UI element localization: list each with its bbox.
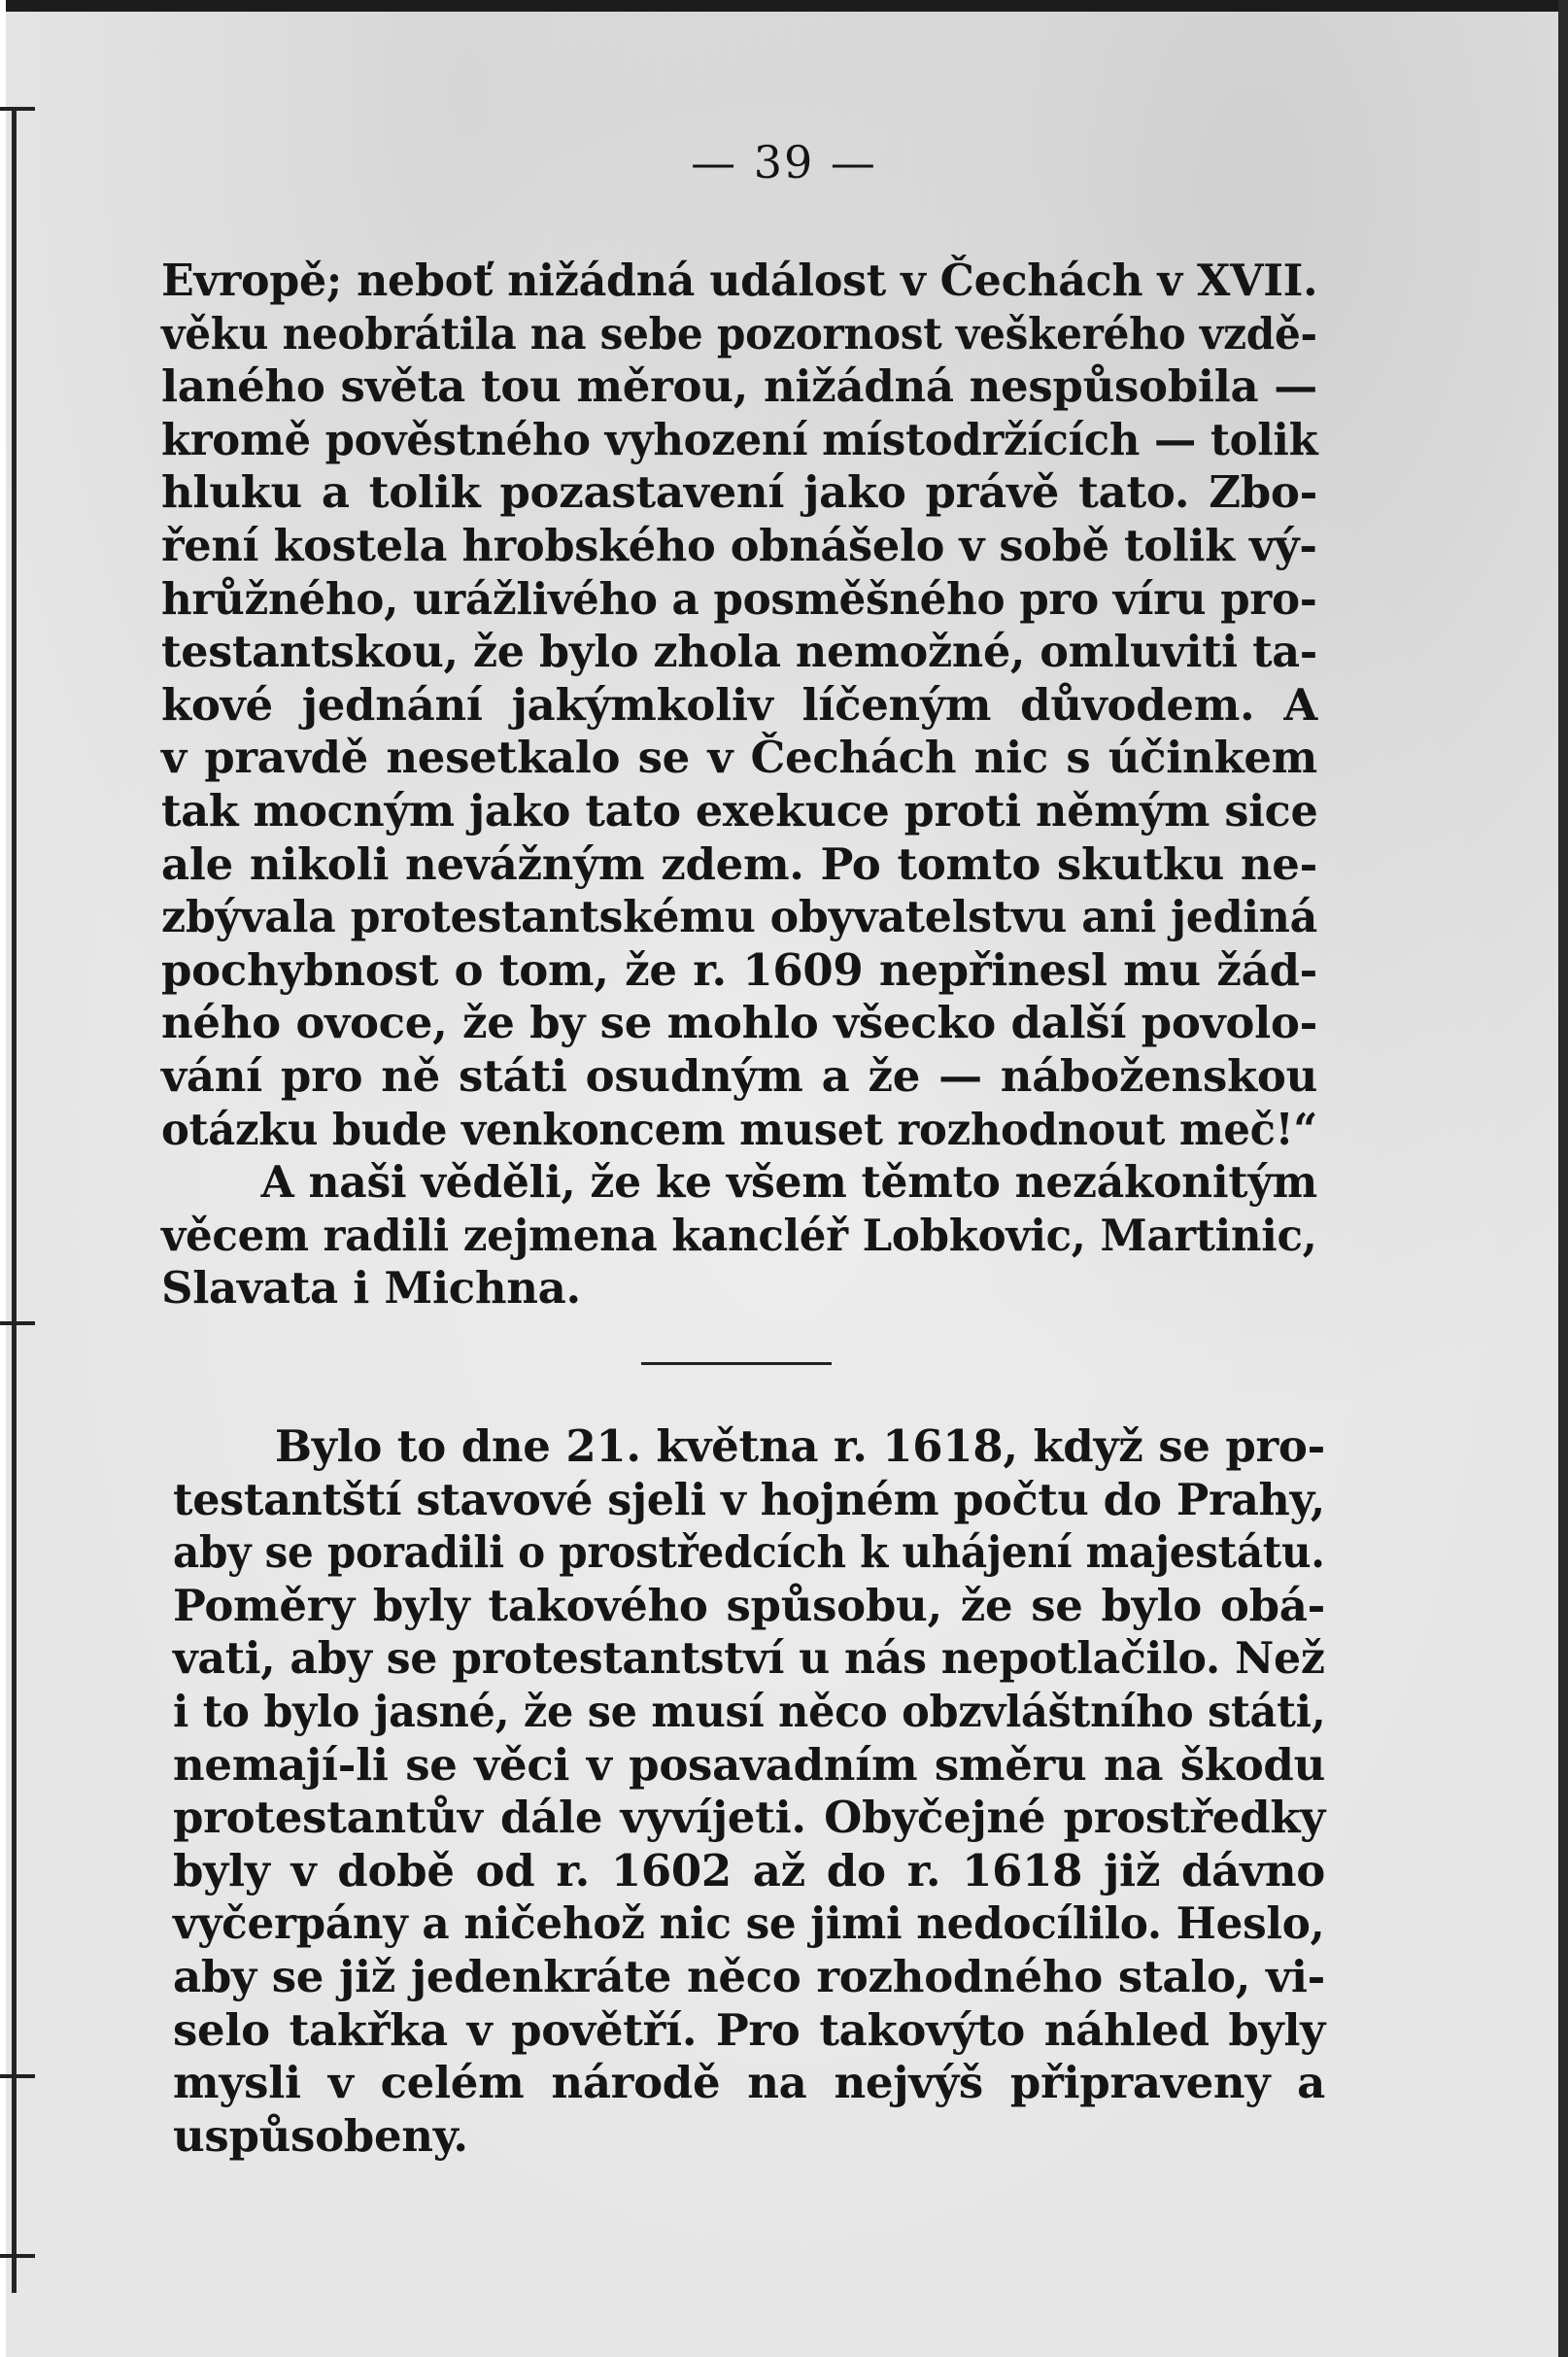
text-line: i to bylo jasné, že se musí něco obzvláštního státi,	[173, 1685, 1326, 1737]
binding-mark	[0, 2074, 35, 2078]
text-line: testantští stavové sjeli v hojném počtu do Prahy,	[173, 1473, 1325, 1525]
text-line: pochybnost o tom, že r. 1609 nepřinesl mu žád-	[161, 943, 1317, 996]
text-line: ření kostela hrobského obnášelo v sobě tolik vý-	[161, 519, 1317, 571]
text-line: tak mocným jako tato exekuce proti němým sice	[161, 784, 1318, 837]
text-line: hluku a tolik pozastavení jako právě tato. Zbo-	[161, 466, 1317, 519]
text-line: aby se poradili o prostředcích k uhájení majestátu.	[173, 1526, 1325, 1579]
page-number: — 39 —	[691, 136, 877, 188]
text-line: Bylo to dne 21. května r. 1618, když se pro-	[275, 1420, 1325, 1472]
text-line: ale nikoli nevážným zdem. Po tomto skutku ne-	[161, 837, 1317, 890]
scan-top-edge	[0, 0, 1568, 12]
text-line: aby se již jedenkráte něco rozhodného stalo, vi-	[173, 1950, 1325, 2002]
text-line: selo takřka v povětří. Pro takovýto náhled byly	[173, 2003, 1325, 2056]
text-line: Evropě; neboť nižádná událost v Čechách v XVII.	[161, 255, 1318, 306]
text-line: v pravdě nesetkalo se v Čechách nic s účinkem	[161, 732, 1317, 784]
binding-shadow	[12, 107, 17, 2293]
section-divider	[641, 1362, 832, 1365]
text-line: zbývala protestantskému obyvatelstvu ani jediná	[161, 891, 1317, 943]
paragraph-2	[173, 1420, 1325, 2163]
text-line: otázku bude venkoncem muset rozhodnout meč!“	[161, 1103, 1317, 1155]
text-line: vati, aby se protestantství u nás nepotlačilo. Než	[173, 1632, 1325, 1685]
text-line: mysli v celém národě na nejvýš připraveny a	[173, 2057, 1325, 2109]
text-line: kové jednání jakýmkoliv líčeným důvodem. A	[161, 678, 1317, 731]
text-line: A naši věděli, že ke všem těmto nezákonitým	[260, 1156, 1317, 1209]
text-line: laného světa tou měrou, nižádná nespůsobila —	[161, 360, 1317, 413]
text-line: věku neobrátila na sebe pozornost veškerého vzdě-	[161, 307, 1317, 359]
text-line: nemají-li se věci v posavadním směru na škodu	[173, 1738, 1325, 1791]
text-line: kromě pověstného vyhození místodržících — tolik	[161, 413, 1318, 465]
text-line: Slavata i Michna.	[161, 1262, 581, 1315]
text-line: věcem radili zejmena kancléř Lobkovic, Martinic,	[161, 1209, 1317, 1261]
scan-right-edge	[1558, 0, 1568, 2357]
text-line: vyčerpány a ničehož nic se jimi nedocílilo. Heslo,	[173, 1897, 1325, 1950]
text-line: uspůsobeny.	[173, 2109, 468, 2162]
text-line: protestantův dále vyvíjeti. Obyčejné prostředky	[173, 1792, 1325, 1844]
paragraph-1	[161, 255, 1317, 1315]
text-line: vání pro ně státi osudným a že — náboženskou	[161, 1049, 1317, 1102]
text-line: byly v době od r. 1602 až do r. 1618 již dávno	[173, 1844, 1325, 1896]
text-line: hrůžného, urážlivého a posměšného pro víru pro-	[161, 572, 1317, 625]
text-line: ného ovoce, že by se mohlo všecko další povolo-	[161, 997, 1317, 1049]
binding-mark	[0, 107, 35, 111]
text-line: Poměry byly takového spůsobu, že se bylo obá-	[173, 1579, 1325, 1631]
binding-mark	[0, 2254, 35, 2258]
scan-left-edge	[0, 0, 6, 2357]
text-line: testantskou, že bylo zhola nemožné, omluviti ta-	[161, 626, 1317, 678]
binding-mark	[0, 1321, 35, 1325]
